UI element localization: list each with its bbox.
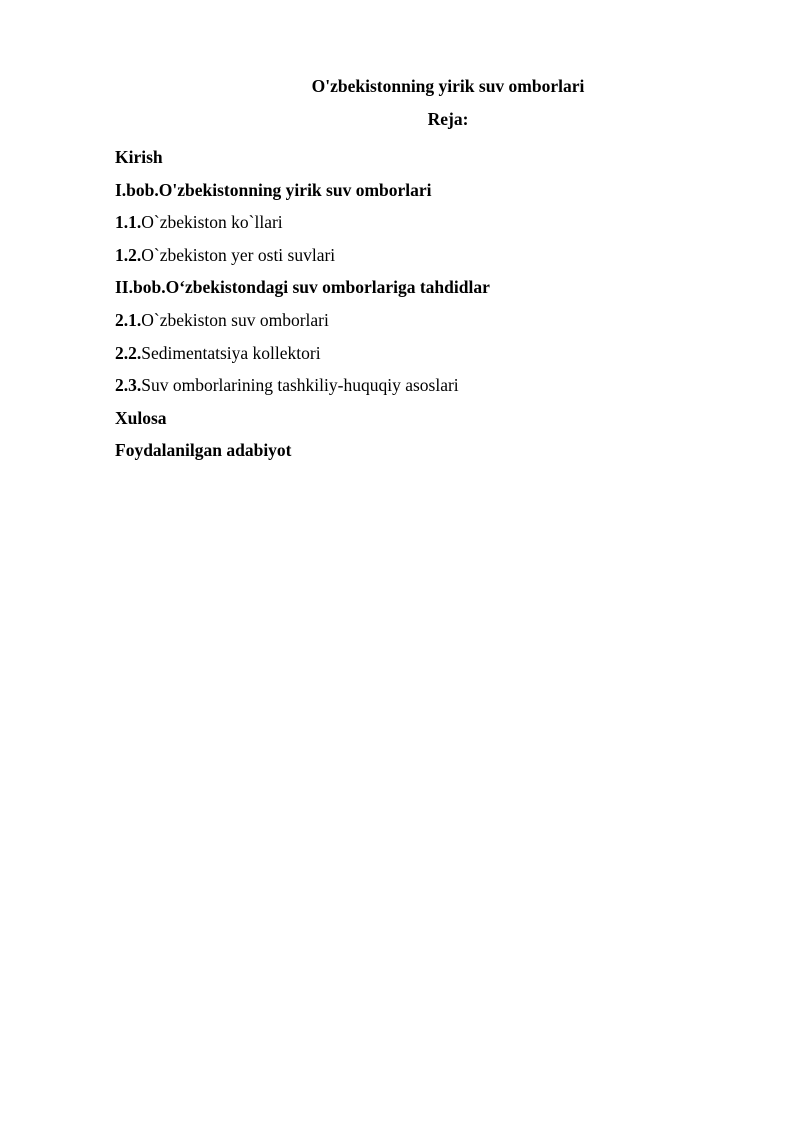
toc-item-chapter-2: [115, 271, 490, 304]
toc-item-number: 2.1.: [115, 309, 142, 330]
toc-item-text: Xulosa: [115, 407, 167, 428]
toc-item-number: 1.2.: [115, 244, 142, 265]
document-title: O'zbekistonning yirik suv omborlari: [311, 76, 585, 96]
toc-item-number: 2.2.: [115, 342, 142, 363]
table-of-contents: [115, 141, 490, 467]
toc-item-introduction: [115, 141, 490, 174]
toc-item-text: Foydalanilgan adabiyot: [115, 440, 292, 461]
toc-item-number: 2.3.: [115, 375, 142, 396]
toc-item-text: II.bob.O‘zbekistondagi suv omborlariga tahdidlar: [115, 277, 490, 298]
toc-item-section-2-2: [115, 337, 490, 370]
toc-item-conclusion: [115, 402, 490, 435]
toc-item-section-1-2: [115, 239, 490, 272]
toc-item-number: 1.1.: [115, 212, 142, 233]
toc-item-references: [115, 434, 490, 467]
toc-item-section-1-1: [115, 206, 490, 239]
toc-item-section-2-3: [115, 369, 490, 402]
toc-item-section-2-1: [115, 304, 490, 337]
toc-item-text: I.bob.O'zbekistonning yirik suv omborlari: [115, 179, 432, 200]
toc-item-chapter-1: [115, 174, 490, 207]
toc-item-text: Sedimentatsiya kollektori: [141, 342, 321, 363]
toc-item-text: O`zbekiston suv omborlari: [141, 309, 329, 330]
toc-item-text: Kirish: [115, 147, 163, 167]
plan-heading: Reja:: [427, 109, 469, 129]
toc-item-text: Suv omborlarining tashkiliy-huquqiy asoslari: [141, 375, 459, 396]
toc-item-text: O`zbekiston ko`llari: [141, 212, 283, 233]
toc-item-text: O`zbekiston yer osti suvlari: [141, 244, 336, 265]
